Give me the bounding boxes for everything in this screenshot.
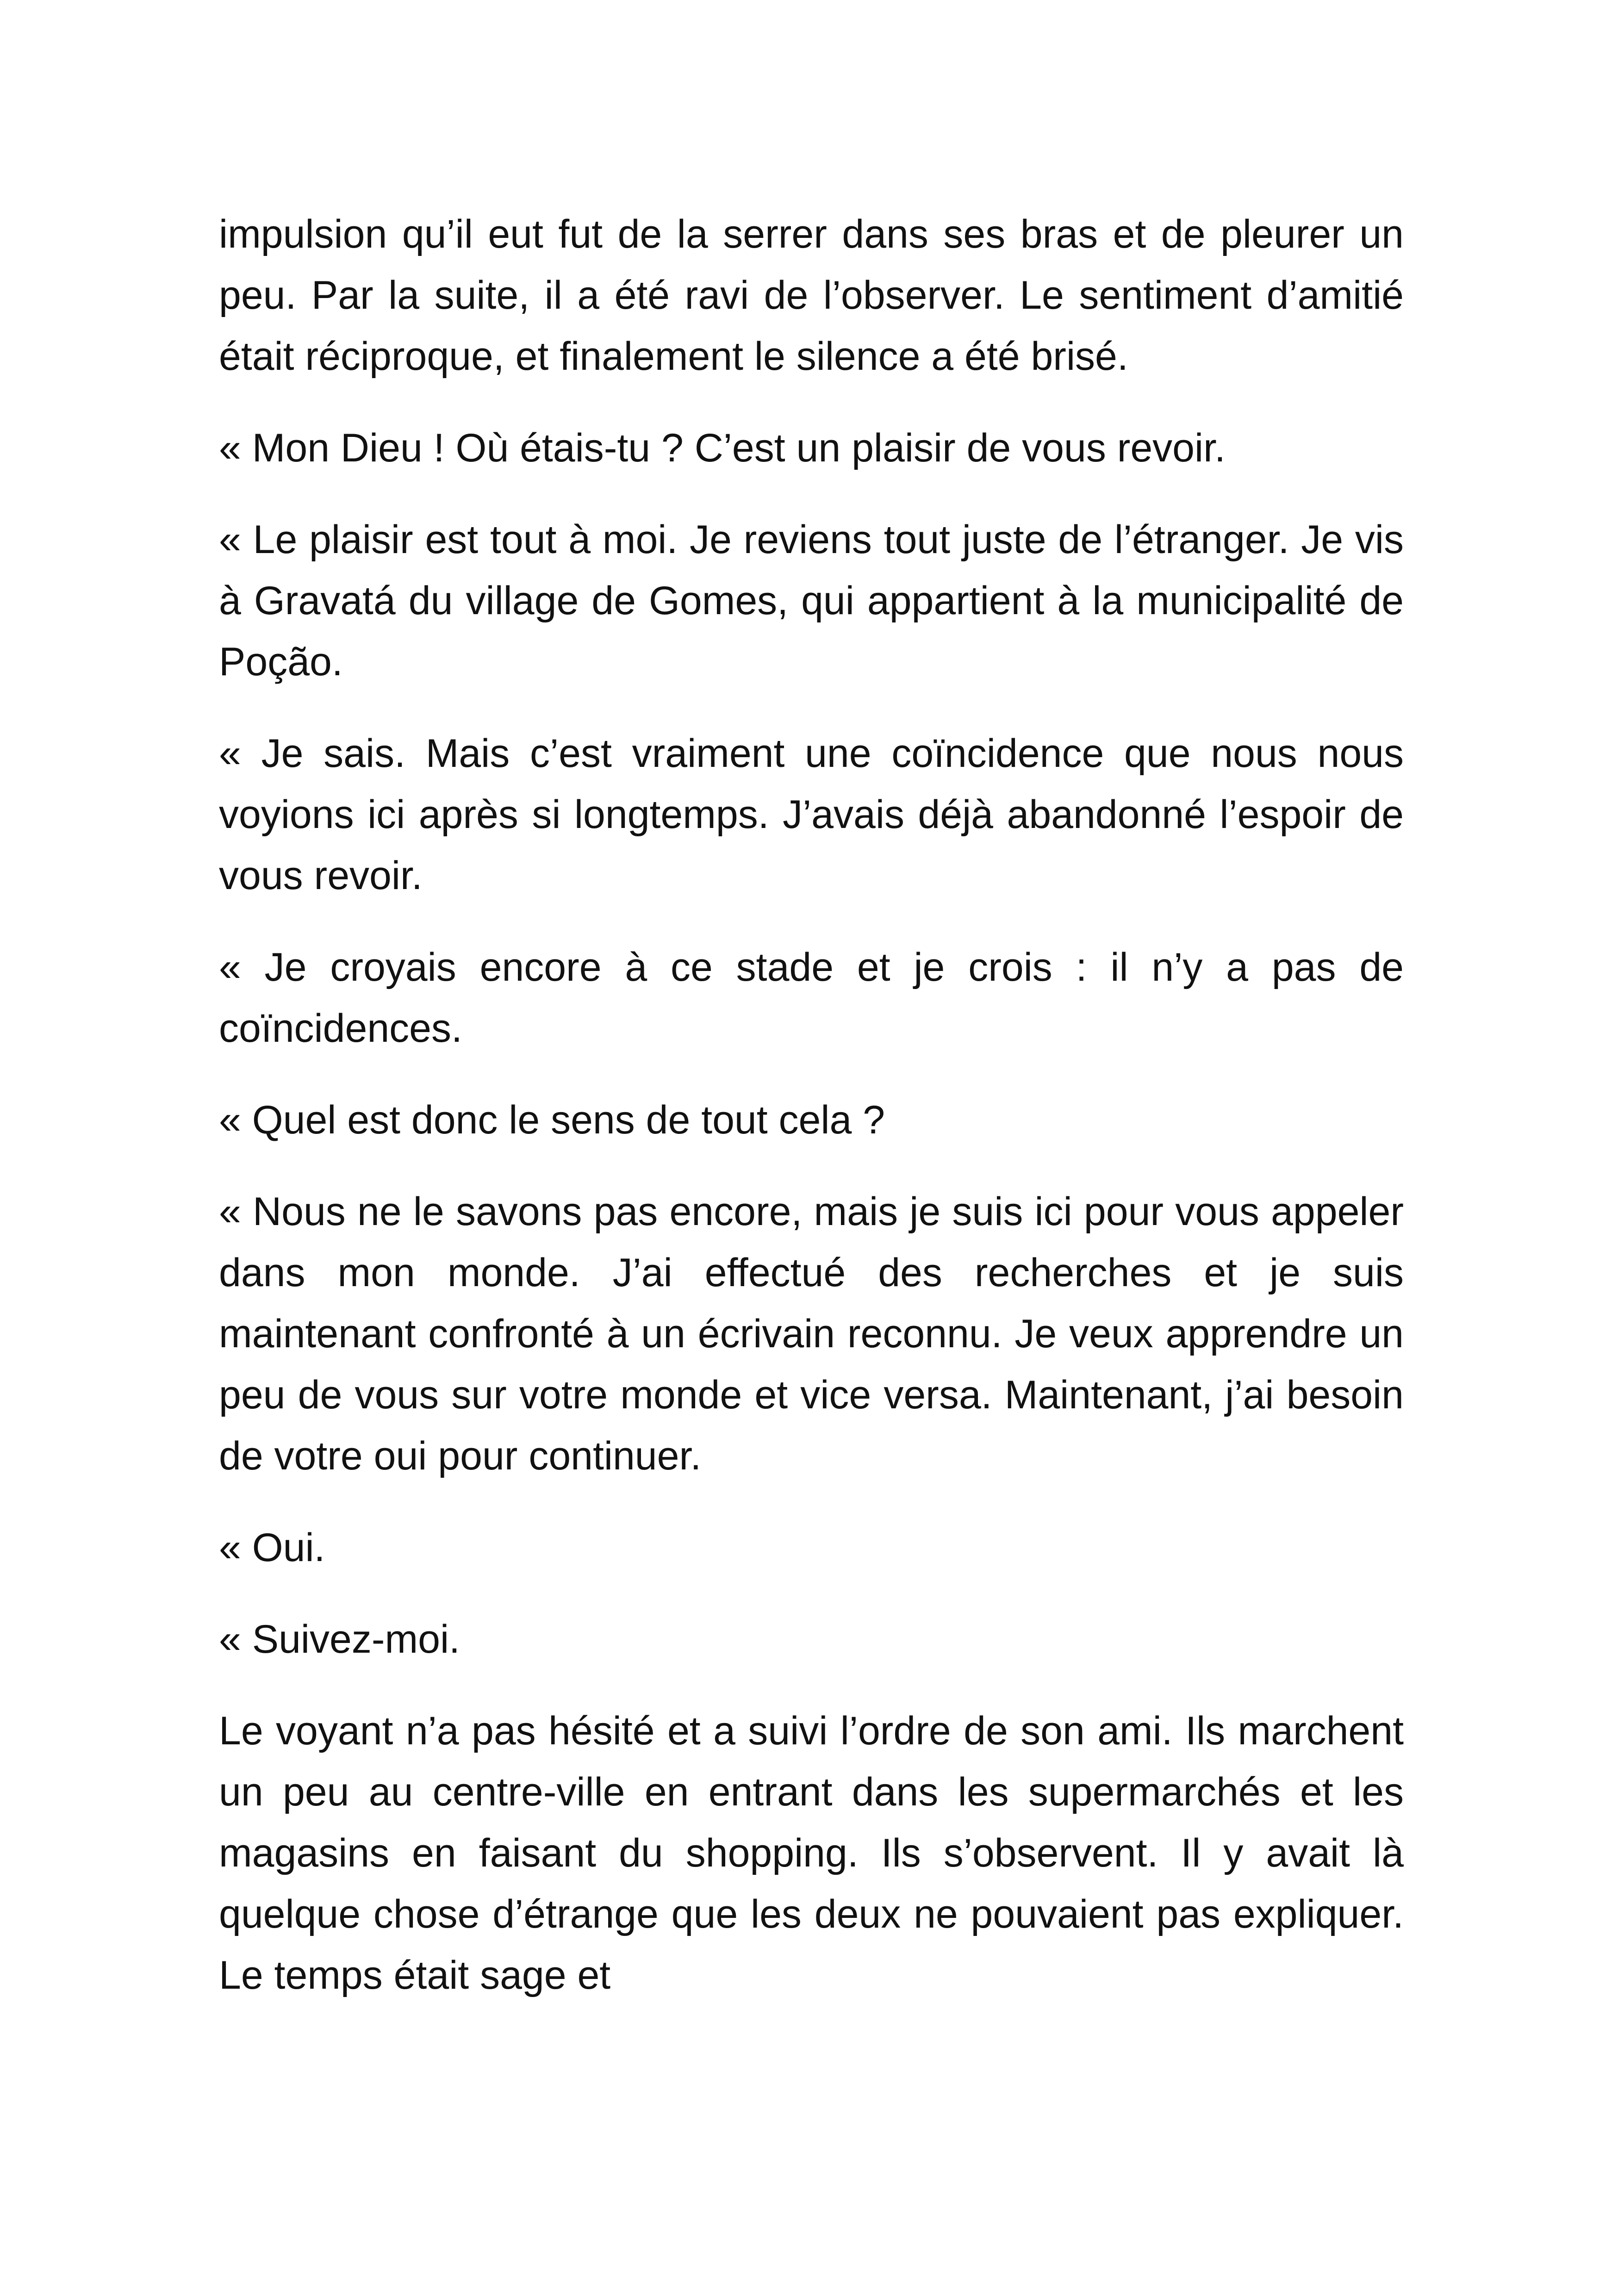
paragraph-2: « Mon Dieu ! Où étais-tu ? C’est un plaisir de vous revoir. [219,426,1226,470]
paragraph-8: « Oui. [219,1525,325,1570]
paragraph-10: Le voyant n’a pas hésité et a suivi l’ordre de son ami. Ils marchent un peu au centre-ville en entrant dans les supermarchés et les magasins en faisant du shopping. Ils s’observent. Il y avait là quelque chose d’étrange que les deux ne pouvaient pas expliquer. Le temps était sage et [219,1709,1404,1997]
paragraph-4: « Je sais. Mais c’est vraiment une coïncidence que nous nous voyions ici après si longtemps. J’avais déjà abandonné l’espoir de vous revoir. [219,731,1404,898]
paragraph-6: « Quel est donc le sens de tout cela ? [219,1098,885,1142]
paragraph-7: « Nous ne le savons pas encore, mais je suis ici pour vous appeler dans mon monde. J’ai effectué des recherches et je suis maintenant confronté à un écrivain reconnu. Je veux apprendre un peu de vous sur votre monde et vice versa. Maintenant, j’ai besoin de votre oui pour continuer. [219,1189,1404,1478]
paragraph-5: « Je croyais encore à ce stade et je crois : il n’y a pas de coïncidences. [219,945,1404,1051]
body-text [219,204,1404,2036]
paragraph-3: « Le plaisir est tout à moi. Je reviens tout juste de l’étranger. Je vis à Gravatá du village de Gomes, qui appartient à la municipalité de Poção. [219,517,1404,684]
paragraph-1: impulsion qu’il eut fut de la serrer dans ses bras et de pleurer un peu. Par la suite, il a été ravi de l’observer. Le sentiment d’amitié était réciproque, et finalement le silence a été brisé. [219,212,1404,379]
paragraph-9: « Suivez-moi. [219,1617,460,1661]
